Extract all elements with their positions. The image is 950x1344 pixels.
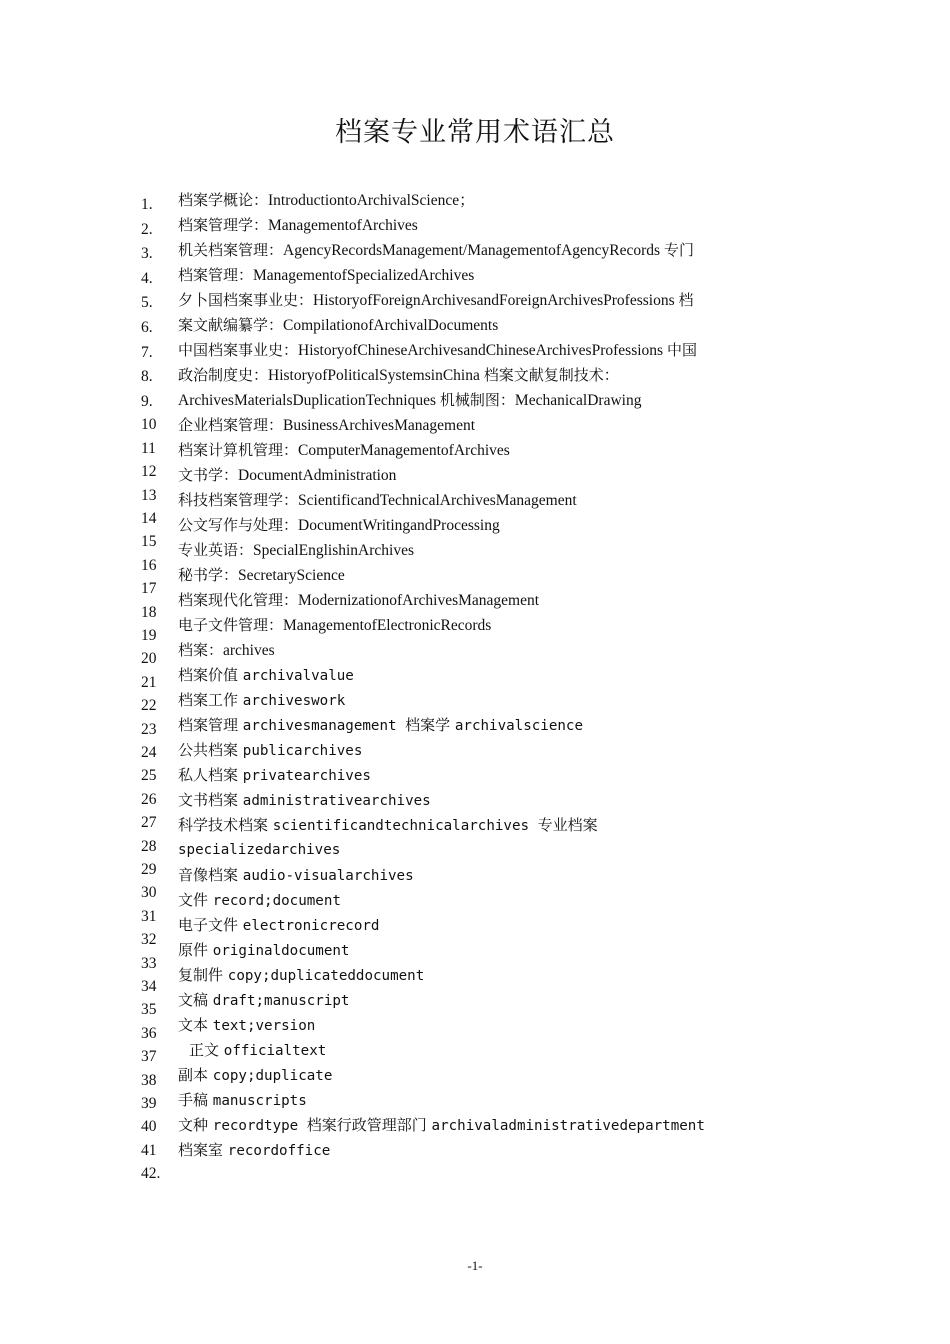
term-chinese: 档案计算机管理： bbox=[178, 441, 299, 459]
term-line bbox=[178, 913, 918, 938]
term-chinese: 手稿 bbox=[178, 1091, 213, 1109]
term-line bbox=[178, 1038, 918, 1063]
term-chinese: 文书档案 bbox=[178, 791, 243, 809]
term-english: record;document bbox=[212, 893, 341, 909]
term-line bbox=[178, 838, 918, 863]
term-chinese: 文种 bbox=[178, 1116, 213, 1134]
term-line bbox=[178, 538, 918, 563]
term-chinese: 原件 bbox=[178, 941, 213, 959]
term-english: MechanicalDrawing bbox=[514, 392, 642, 409]
term-line bbox=[178, 813, 918, 838]
term-line bbox=[178, 338, 918, 363]
term-english: publicarchives bbox=[242, 743, 363, 759]
term-chinese: 专业英语： bbox=[178, 541, 254, 559]
line-number: 40 bbox=[141, 1118, 157, 1136]
line-number: 29 bbox=[141, 861, 157, 878]
term-chinese: 秘书学： bbox=[178, 566, 239, 584]
term-english: ComputerManagementofArchives bbox=[298, 442, 510, 459]
term-english: text;version bbox=[212, 1018, 316, 1034]
term-english: scientificandtechnicalarchives bbox=[272, 818, 538, 834]
term-english: recordoffice bbox=[227, 1143, 331, 1159]
term-chinese: 档案管理： bbox=[178, 266, 254, 284]
term-chinese: 政治制度史： bbox=[178, 366, 269, 384]
term-line bbox=[178, 663, 918, 688]
term-chinese: 档案现代化管理： bbox=[178, 591, 299, 609]
line-number: 39 bbox=[141, 1095, 157, 1112]
term-chinese: 档案管理学： bbox=[178, 216, 269, 234]
term-chinese: 电子文件 bbox=[178, 916, 243, 934]
line-number: 24 bbox=[141, 744, 157, 761]
term-line bbox=[178, 613, 918, 638]
term-english: administrativearchives bbox=[242, 793, 431, 809]
term-chinese: 企业档案管理： bbox=[178, 416, 284, 434]
line-number: 13 bbox=[141, 486, 157, 504]
line-number: 16 bbox=[141, 556, 157, 574]
term-english: draft;manuscript bbox=[212, 993, 350, 1009]
term-chinese: 私人档案 bbox=[178, 766, 243, 784]
term-chinese: 公文写作与处理： bbox=[178, 516, 299, 534]
line-number: 15 bbox=[141, 533, 157, 551]
term-chinese: 档案价值 bbox=[178, 666, 243, 684]
term-chinese: 案文献编纂学： bbox=[178, 316, 284, 334]
term-line bbox=[178, 213, 918, 238]
term-english: SpecialEnglishinArchives bbox=[253, 542, 415, 559]
term-english: archivalvalue bbox=[242, 668, 354, 684]
term-chinese: 音像档案 bbox=[178, 866, 243, 884]
term-line bbox=[178, 438, 918, 463]
page-title: 档案专业常用术语汇总 bbox=[335, 117, 615, 148]
term-line bbox=[178, 313, 918, 338]
line-number: 22 bbox=[141, 697, 157, 715]
term-line bbox=[178, 638, 918, 663]
line-number: 36 bbox=[141, 1024, 157, 1042]
term-english: originaldocument bbox=[212, 943, 350, 959]
term-english: HistoryofForeignArchivesandForeignArchivesProfessions bbox=[313, 292, 679, 309]
term-english: specializedarchives bbox=[178, 842, 341, 858]
term-line bbox=[178, 288, 918, 313]
term-chinese: 文件 bbox=[178, 891, 213, 909]
term-english: DocumentAdministration bbox=[238, 467, 397, 484]
line-number: 12 bbox=[141, 463, 157, 481]
term-line bbox=[178, 188, 918, 213]
line-number: 27 bbox=[141, 814, 157, 832]
term-chinese: 机关档案管理： bbox=[178, 241, 284, 259]
term-english: electronicrecord bbox=[242, 918, 380, 934]
term-chinese: 档案室 bbox=[178, 1141, 228, 1159]
term-chinese: 文本 bbox=[178, 1016, 213, 1034]
term-line bbox=[178, 263, 918, 288]
line-number: 31 bbox=[141, 907, 157, 925]
term-line bbox=[178, 238, 918, 263]
term-english: ScientificandTechnicalArchivesManagement bbox=[298, 492, 577, 509]
line-number: 3. bbox=[141, 245, 153, 263]
term-chinese: 中国 bbox=[666, 341, 697, 359]
term-english: IntroductiontoArchivalScience； bbox=[268, 192, 475, 209]
line-number: 30 bbox=[141, 884, 157, 902]
term-chinese: 档案工作 bbox=[178, 691, 243, 709]
term-line bbox=[178, 463, 918, 488]
term-line bbox=[178, 963, 918, 988]
term-line bbox=[178, 888, 918, 913]
term-line bbox=[178, 788, 918, 813]
term-english: CompilationofArchivalDocuments bbox=[283, 317, 499, 334]
line-number: 25 bbox=[141, 767, 157, 785]
term-english: SecretaryScience bbox=[238, 567, 345, 584]
line-number: 33 bbox=[141, 954, 157, 972]
term-chinese: 档案学概论： bbox=[178, 191, 269, 209]
term-line bbox=[178, 388, 918, 413]
term-line bbox=[178, 863, 918, 888]
term-english: HistoryofChineseArchivesandChineseArchivesProfessions bbox=[298, 342, 667, 359]
line-number: 5. bbox=[141, 294, 153, 312]
line-number: 11 bbox=[141, 439, 156, 457]
line-number: 37 bbox=[141, 1048, 157, 1066]
term-line bbox=[178, 1113, 918, 1138]
term-english: ManagementofSpecializedArchives bbox=[253, 267, 475, 284]
term-english: ManagementofArchives bbox=[268, 217, 418, 234]
line-number: 17 bbox=[141, 580, 157, 598]
term-list bbox=[178, 188, 918, 1163]
term-line bbox=[178, 1063, 918, 1088]
term-english: manuscripts bbox=[212, 1093, 307, 1109]
term-english: archivaladministrativedepartment bbox=[431, 1118, 705, 1134]
term-english: archiveswork bbox=[242, 693, 346, 709]
line-number: 38 bbox=[141, 1071, 157, 1089]
term-english: copy;duplicate bbox=[212, 1068, 333, 1084]
term-line bbox=[178, 1138, 918, 1163]
line-number: 4. bbox=[141, 269, 153, 287]
term-chinese: 专业档案 bbox=[537, 816, 598, 834]
term-chinese: 科技档案管理学： bbox=[178, 491, 299, 509]
term-line bbox=[178, 763, 918, 788]
term-line bbox=[178, 363, 918, 388]
line-number: 10 bbox=[141, 416, 157, 434]
term-english: archivalscience bbox=[454, 718, 583, 734]
term-english: HistoryofPoliticalSystemsinChina bbox=[268, 367, 484, 384]
term-chinese: 档案文献复制技术： bbox=[483, 366, 619, 384]
term-chinese: 专门 bbox=[663, 241, 694, 259]
term-english: ManagementofElectronicRecords bbox=[283, 617, 492, 634]
term-chinese: 夕卜国档案事业史： bbox=[178, 291, 314, 309]
line-number: 26 bbox=[141, 790, 157, 808]
term-line bbox=[178, 413, 918, 438]
term-english: recordtype bbox=[212, 1118, 307, 1134]
term-chinese: 公共档案 bbox=[178, 741, 243, 759]
line-number: 7. bbox=[141, 343, 153, 361]
term-chinese: 文稿 bbox=[178, 991, 213, 1009]
line-number: 35 bbox=[141, 1001, 157, 1019]
line-number: 32 bbox=[141, 931, 157, 949]
term-chinese: 档 bbox=[678, 291, 694, 309]
term-chinese: 中国档案事业史： bbox=[178, 341, 299, 359]
term-english: archivesmanagement bbox=[242, 718, 406, 734]
line-number: 8. bbox=[141, 368, 153, 386]
line-number: 23 bbox=[141, 720, 157, 738]
line-number: 34 bbox=[141, 978, 157, 995]
term-line bbox=[178, 738, 918, 763]
term-chinese: 档案学 bbox=[405, 716, 455, 734]
term-line bbox=[178, 938, 918, 963]
term-english: BusinessArchivesManagement bbox=[283, 417, 476, 434]
term-chinese: 机械制图： bbox=[439, 391, 515, 409]
line-number: 20 bbox=[141, 650, 157, 668]
term-line bbox=[178, 1088, 918, 1113]
line-number: 2. bbox=[141, 220, 153, 238]
term-chinese: 档案： bbox=[178, 641, 224, 659]
line-number: 42. bbox=[141, 1165, 161, 1183]
term-english: copy;duplicateddocument bbox=[227, 968, 425, 984]
term-line bbox=[178, 563, 918, 588]
line-number: 41 bbox=[141, 1141, 157, 1159]
term-chinese: 档案管理 bbox=[178, 716, 243, 734]
term-line bbox=[178, 513, 918, 538]
line-number: 18 bbox=[141, 603, 157, 621]
term-english: AgencyRecordsManagement/ManagementofAgencyRecords bbox=[283, 242, 664, 259]
line-number: 6. bbox=[141, 319, 153, 336]
term-chinese: 档案行政管理部门 bbox=[306, 1116, 432, 1134]
term-line bbox=[178, 988, 918, 1013]
line-number: 19 bbox=[141, 627, 157, 644]
term-chinese: 副本 bbox=[178, 1066, 213, 1084]
line-number: 28 bbox=[141, 837, 157, 855]
term-chinese: 正文 bbox=[189, 1041, 224, 1059]
term-english: privatearchives bbox=[242, 768, 371, 784]
page-number: -1- bbox=[467, 1258, 483, 1273]
line-number: 1. bbox=[141, 196, 153, 213]
term-line bbox=[178, 713, 918, 738]
term-line bbox=[178, 588, 918, 613]
term-chinese: 电子文件管理： bbox=[178, 616, 284, 634]
term-line bbox=[178, 688, 918, 713]
line-number: 9. bbox=[141, 392, 153, 410]
line-number: 21 bbox=[141, 673, 157, 691]
term-english: archives bbox=[223, 642, 275, 659]
term-chinese: 科学技术档案 bbox=[178, 816, 273, 834]
term-english: ArchivesMaterialsDuplicationTechniques bbox=[178, 392, 440, 409]
term-english: DocumentWritingandProcessing bbox=[298, 517, 500, 534]
term-english: ModernizationofArchivesManagement bbox=[298, 592, 540, 609]
term-english: audio-visualarchives bbox=[242, 868, 414, 884]
term-chinese: 复制件 bbox=[178, 966, 228, 984]
term-line bbox=[178, 488, 918, 513]
term-english: officialtext bbox=[223, 1043, 327, 1059]
line-number: 14 bbox=[141, 510, 157, 527]
term-line bbox=[178, 1013, 918, 1038]
term-chinese: 文书学： bbox=[178, 466, 239, 484]
